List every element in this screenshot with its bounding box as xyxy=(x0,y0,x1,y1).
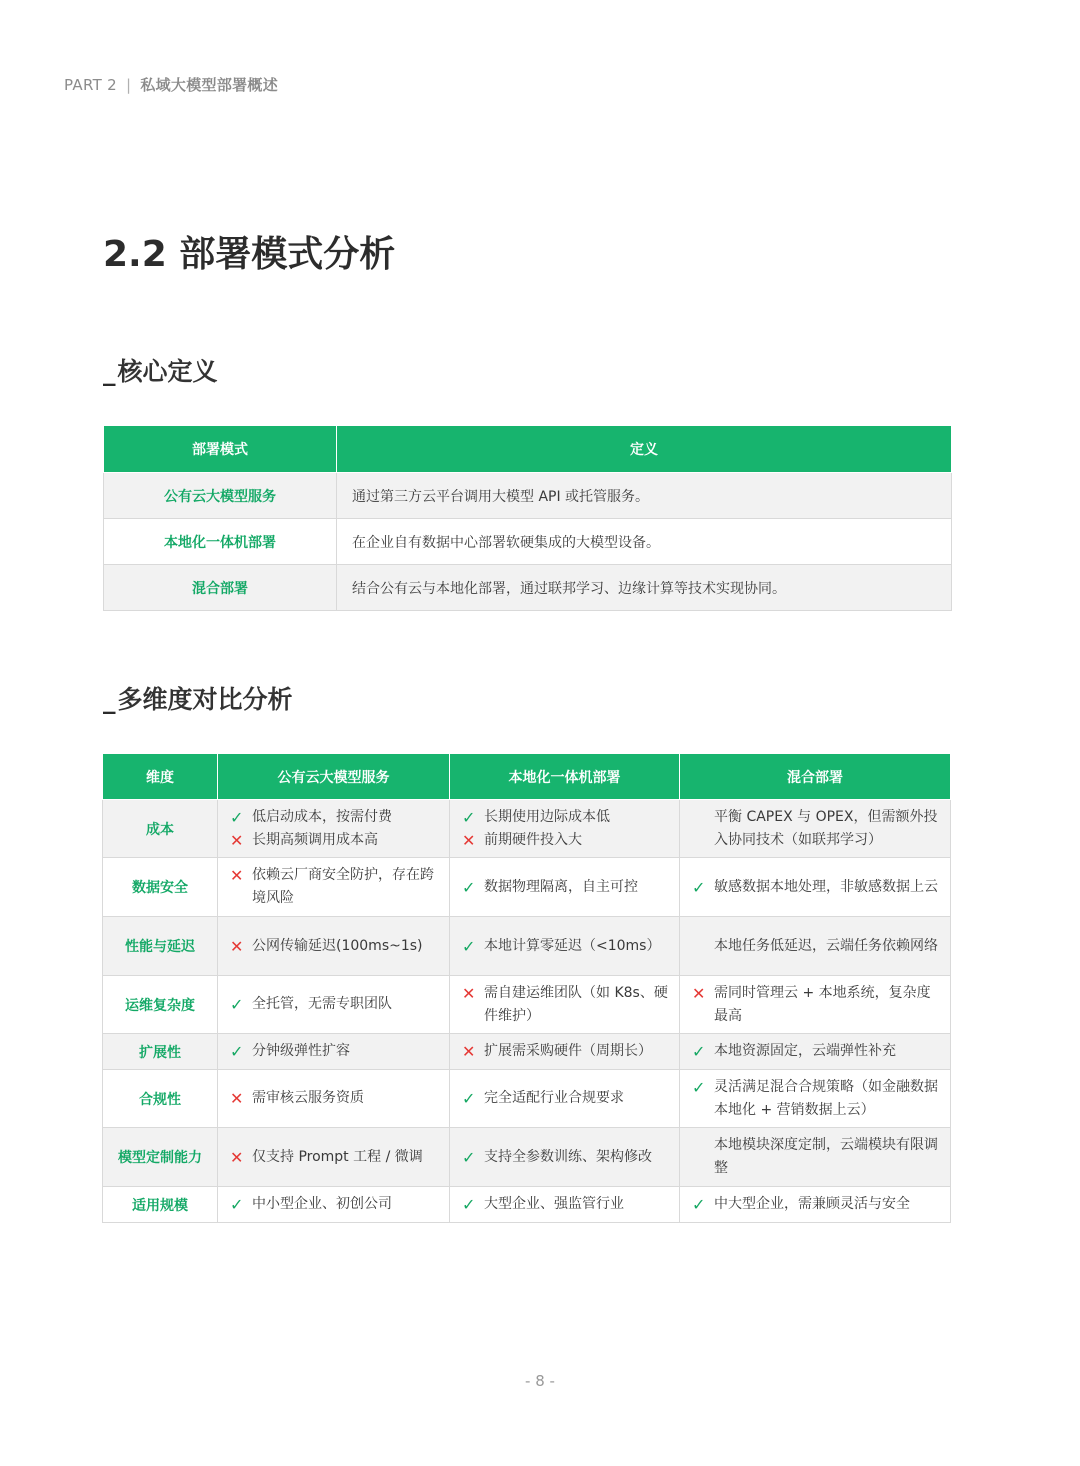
cell-line xyxy=(462,876,671,899)
cross-icon: ✕ xyxy=(462,830,476,850)
check-icon: ✓ xyxy=(462,877,476,897)
comparison-header-row xyxy=(103,754,951,800)
cell-line xyxy=(230,829,441,852)
check-icon: ✓ xyxy=(230,1042,244,1061)
cell-line xyxy=(462,935,671,958)
cell-line xyxy=(462,829,671,852)
cell-line xyxy=(230,1146,441,1169)
mode-label: 公有云大模型服务 xyxy=(104,473,337,519)
dimension-label: 扩展性 xyxy=(103,1034,218,1070)
cell-text: 仅支持 Prompt 工程 / 微调 xyxy=(252,1148,423,1165)
check-icon: ✓ xyxy=(462,1147,476,1167)
check-icon: ✓ xyxy=(692,1077,706,1097)
cell-local xyxy=(450,917,680,976)
check-icon: ✓ xyxy=(692,877,706,897)
cell-text: 大型企业、强监管行业 xyxy=(484,1196,624,1212)
check-icon: ✓ xyxy=(692,1195,706,1214)
cross-icon: ✕ xyxy=(230,1089,244,1108)
cell-text: 完全适配行业合规要求 xyxy=(484,1090,624,1106)
check-icon: ✓ xyxy=(462,807,476,827)
cell-public xyxy=(218,1187,450,1223)
column-header-mode: 部署模式 xyxy=(104,426,337,473)
cell-hybrid xyxy=(680,1187,951,1223)
dimension-label: 性能与延迟 xyxy=(103,917,218,976)
cell-line xyxy=(230,1040,441,1063)
check-icon: ✓ xyxy=(230,807,244,827)
check-icon: ✓ xyxy=(230,1195,244,1214)
mode-label: 混合部署 xyxy=(104,565,337,611)
cross-icon: ✕ xyxy=(692,983,706,1003)
cell-public xyxy=(218,1034,450,1070)
check-icon: ✓ xyxy=(692,1042,706,1061)
cross-icon: ✕ xyxy=(230,1147,244,1167)
cell-text: 公网传输延迟(100ms~1s) xyxy=(252,937,423,954)
cell-line xyxy=(692,1040,942,1063)
cell-hybrid xyxy=(680,1070,951,1128)
dimension-label: 运维复杂度 xyxy=(103,976,218,1034)
cell-text: 本地资源固定，云端弹性补充 xyxy=(714,1043,896,1059)
cell-text: 中大型企业，需兼顾灵活与安全 xyxy=(714,1196,910,1212)
cell-local xyxy=(450,858,680,917)
cell-public xyxy=(218,917,450,976)
check-icon: ✓ xyxy=(462,1195,476,1214)
mode-definition: 结合公有云与本地化部署，通过联邦学习、边缘计算等技术实现协同。 xyxy=(337,565,952,611)
cell-hybrid xyxy=(680,858,951,917)
cell-local xyxy=(450,1034,680,1070)
check-icon: ✓ xyxy=(230,995,244,1014)
cell-text: 前期硬件投入大 xyxy=(484,831,582,848)
cell-text: 本地模块深度定制，云端模块有限调整 xyxy=(714,1137,938,1176)
comparison-table xyxy=(102,753,951,1223)
cell-text: 平衡 CAPEX 与 OPEX，但需额外投入协同技术（如联邦学习） xyxy=(714,808,938,848)
column-header-hybrid: 混合部署 xyxy=(680,754,951,800)
cell-line xyxy=(230,1087,441,1110)
cell-hybrid xyxy=(680,917,951,976)
cell-line xyxy=(462,1193,671,1216)
cell-line xyxy=(692,982,942,1028)
page-number: - 8 - xyxy=(525,1372,555,1390)
cell-public xyxy=(218,1070,450,1128)
cross-icon: ✕ xyxy=(462,1042,476,1061)
cell-line xyxy=(462,1087,671,1110)
definitions-table xyxy=(103,425,952,611)
dimension-label: 适用规模 xyxy=(103,1187,218,1223)
check-icon: ✓ xyxy=(462,1089,476,1108)
cell-line xyxy=(692,1076,942,1122)
cell-local xyxy=(450,1187,680,1223)
cell-text: 本地任务低延迟，云端任务依赖网络 xyxy=(714,937,938,954)
cell-line xyxy=(692,1134,942,1180)
cell-text: 扩展需采购硬件（周期长） xyxy=(484,1043,652,1059)
chapter-title: 私域大模型部署概述 xyxy=(140,76,279,94)
dimension-label: 数据安全 xyxy=(103,858,218,917)
cross-icon: ✕ xyxy=(230,936,244,956)
cell-text: 长期使用边际成本低 xyxy=(484,808,610,825)
cell-text: 灵活满足混合合规策略（如金融数据本地化 + 营销数据上云） xyxy=(714,1078,938,1118)
comparison-heading xyxy=(103,680,293,716)
cell-text: 需审核云服务资质 xyxy=(252,1090,364,1106)
cell-public xyxy=(218,1128,450,1187)
check-icon: ✓ xyxy=(462,936,476,956)
comparison-body xyxy=(103,800,951,1223)
cell-hybrid xyxy=(680,1034,951,1070)
cell-text: 依赖云厂商安全防护，存在跨境风险 xyxy=(252,867,434,906)
cell-public xyxy=(218,976,450,1034)
cell-hybrid xyxy=(680,1128,951,1187)
cell-line xyxy=(230,864,441,910)
cell-line xyxy=(462,982,671,1028)
cell-text: 需自建运维团队（如 K8s、硬件维护） xyxy=(484,984,668,1024)
cell-public xyxy=(218,800,450,858)
dimension-label: 成本 xyxy=(103,800,218,858)
table-row xyxy=(103,1187,951,1223)
cross-icon: ✕ xyxy=(462,983,476,1003)
table-row xyxy=(103,800,951,858)
cell-local xyxy=(450,800,680,858)
cell-text: 数据物理隔离，自主可控 xyxy=(484,878,638,895)
cell-text: 需同时管理云 + 本地系统，复杂度最高 xyxy=(714,984,931,1024)
table-row xyxy=(103,976,951,1034)
cell-line xyxy=(462,1040,671,1063)
cell-public xyxy=(218,858,450,917)
table-row xyxy=(104,519,952,565)
running-header xyxy=(64,74,278,95)
cell-local xyxy=(450,1070,680,1128)
table-row xyxy=(104,473,952,519)
definitions-heading-text: 核心定义 xyxy=(117,357,218,386)
cell-text: 全托管，无需专职团队 xyxy=(252,996,392,1012)
cell-text: 支持全参数训练、架构修改 xyxy=(484,1148,652,1165)
part-label: PART 2 xyxy=(64,76,117,94)
cell-text: 本地计算零延迟（<10ms） xyxy=(484,937,661,954)
heading-underscore: _ xyxy=(103,357,116,386)
cell-local xyxy=(450,976,680,1034)
cell-text: 中小型企业、初创公司 xyxy=(252,1196,392,1212)
cell-line xyxy=(692,935,942,958)
section-title: 2.2 部署模式分析 xyxy=(103,234,396,275)
heading-underscore: _ xyxy=(103,685,116,714)
table-row xyxy=(103,917,951,976)
cell-line xyxy=(462,806,671,829)
mode-definition: 在企业自有数据中心部署软硬集成的大模型设备。 xyxy=(337,519,952,565)
cell-line xyxy=(692,806,942,852)
mode-label: 本地化一体机部署 xyxy=(104,519,337,565)
dimension-label: 合规性 xyxy=(103,1070,218,1128)
cell-line xyxy=(230,993,441,1016)
cell-text: 长期高频调用成本高 xyxy=(252,831,378,848)
mode-definition: 通过第三方云平台调用大模型 API 或托管服务。 xyxy=(337,473,952,519)
comparison-heading-text: 多维度对比分析 xyxy=(117,685,293,714)
cell-text: 分钟级弹性扩容 xyxy=(252,1043,350,1059)
column-header-public-cloud: 公有云大模型服务 xyxy=(218,754,450,800)
table-row xyxy=(103,1034,951,1070)
cell-line xyxy=(692,876,942,899)
column-header-definition: 定义 xyxy=(337,426,952,473)
definitions-header-row xyxy=(104,426,952,473)
cross-icon: ✕ xyxy=(230,830,244,850)
cell-local xyxy=(450,1128,680,1187)
cell-line xyxy=(692,1193,942,1216)
cell-line xyxy=(230,806,441,829)
cell-line xyxy=(462,1146,671,1169)
cell-line xyxy=(230,935,441,958)
header-separator: | xyxy=(125,76,132,94)
cell-text: 低启动成本，按需付费 xyxy=(252,808,392,825)
column-header-dimension: 维度 xyxy=(103,754,218,800)
table-row xyxy=(104,565,952,611)
cell-text: 敏感数据本地处理，非敏感数据上云 xyxy=(714,878,938,895)
cell-line xyxy=(230,1193,441,1216)
cell-hybrid xyxy=(680,800,951,858)
table-row xyxy=(103,1070,951,1128)
table-row xyxy=(103,1128,951,1187)
cross-icon: ✕ xyxy=(230,866,244,885)
column-header-local: 本地化一体机部署 xyxy=(450,754,680,800)
table-row xyxy=(103,858,951,917)
definitions-heading xyxy=(103,352,218,388)
dimension-label: 模型定制能力 xyxy=(103,1128,218,1187)
cell-hybrid xyxy=(680,976,951,1034)
